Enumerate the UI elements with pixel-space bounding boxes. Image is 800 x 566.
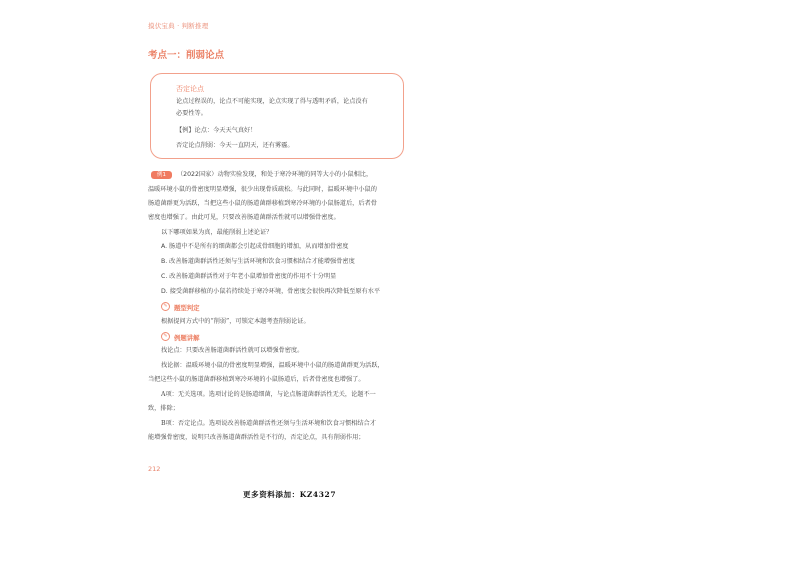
question-type-icon: ✎ [161, 302, 170, 311]
explanation-line: 找论据：温暖环境小鼠的骨密度明显增强，温暖环境中小鼠的肠道菌群更为活跃， [161, 362, 384, 369]
question-line: 肠道菌群更为活跃，当把这些小鼠的肠道菌群移植到寒冷环境的小鼠肠道后，后者骨 [148, 200, 377, 207]
option-d: D. 接受菌群移植的小鼠若持续处于寒冷环境，骨密度会很快再次降低至原有水平 [161, 288, 381, 295]
explanation-line: 当把这些小鼠的肠道菌群移植到寒冷环境的小鼠肠道后，后者骨密度也增强了。 [148, 376, 365, 383]
explanation-line: A项：无关选项。选项讨论的是肠道细菌，与论点肠道菌群活性无关，论题不一 [161, 391, 376, 398]
section-title: 考点一：削弱论点 [148, 50, 225, 61]
option-a: A. 肠道中不是所有的细菌都会引起成骨细胞的增加，从而增加骨密度 [161, 243, 349, 250]
page-number: 212 [148, 465, 161, 473]
explanation-line: 找论点：只要改善肠道菌群活性就可以增强骨密度。 [161, 347, 304, 354]
running-head: 摸伏宝典 · 判断推理 [148, 22, 209, 30]
option-c: C. 改善肠道菌群活性对于年老小鼠增加骨密度的作用不十分明显 [161, 273, 337, 280]
footer-note: 更多资料添加：KZ4327 [243, 490, 337, 499]
concept-line: 必要性等。 [176, 110, 207, 117]
concept-line: 论点过程误的，论点不可能实现，论点实现了得与透明矛盾，论点没有 [176, 98, 368, 105]
question-type-heading: 题型判定 [174, 304, 200, 312]
explanation-line: 致，排除； [148, 405, 179, 412]
question-line: 密度也增强了。由此可见，只要改善肠道菌群活性就可以增强骨密度。 [148, 214, 340, 221]
explanation-line: 能增强骨密度，说明只改善肠道菌群活性是不行的，否定论点，具有削弱作用； [148, 434, 365, 441]
question-type-text: 根据提问方式中的“削弱”，可锁定本题考查削弱论证。 [161, 318, 310, 325]
question-line: （2022国家）动物实验发现，和处于寒冷环境的同等大小的小鼠相比， [177, 171, 373, 178]
question-line: 温暖环境小鼠的骨密度明显增强，很少出现骨质疏松。与此同时，温暖环境中小鼠的 [148, 186, 377, 193]
concept-line: 否定论点削弱：今天一直阴天，还有雾霾。 [176, 142, 294, 149]
explanation-line: B项：否定论点。选项说改善肠道菌群活性还须与生活环境和饮食习惯相结合才 [161, 420, 376, 427]
example-badge: 例1 [151, 171, 172, 179]
question-prompt: 以下哪项如果为真，最能削弱上述论证？ [161, 229, 273, 236]
concept-line: 【例】论点：今天天气真好！ [176, 127, 257, 134]
concept-box-title: 否定论点 [176, 85, 204, 93]
explanation-heading: 例题讲解 [174, 334, 200, 342]
explanation-icon: ✎ [161, 332, 170, 341]
option-b: B. 改善肠道菌群活性还须与生活环境和饮食习惯相结合才能增强骨密度 [161, 258, 355, 265]
